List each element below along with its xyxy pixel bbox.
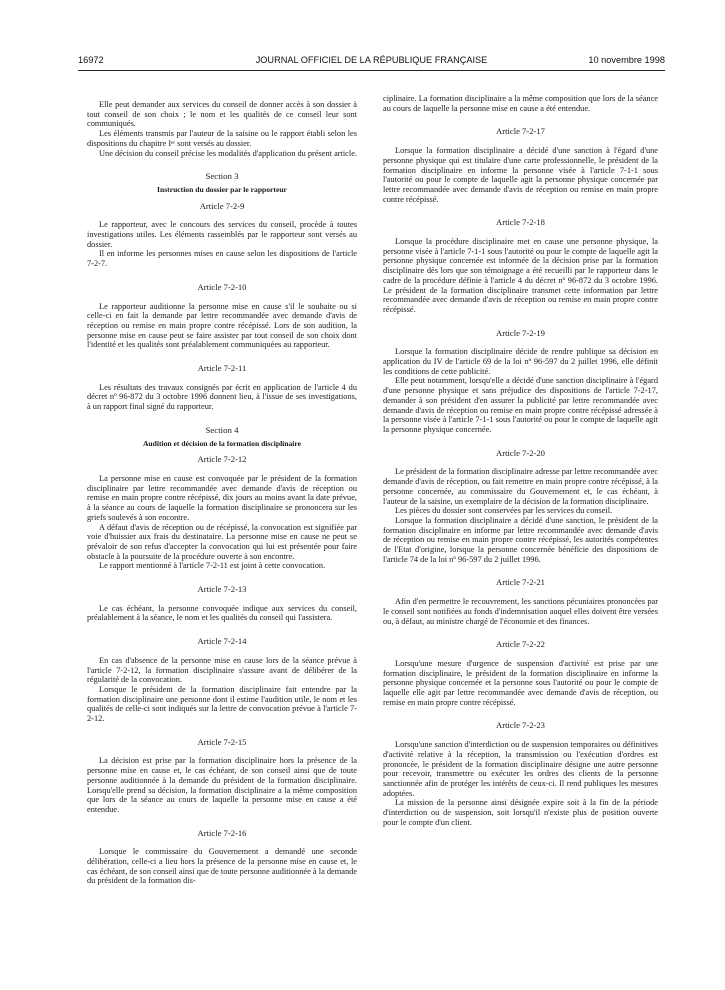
paragraph: Les éléments transmis par l'auteur de la saisine ou le rapport établi selon les dispositions du chapitre Iᵉʳ sont versés au dossier. <box>87 129 357 148</box>
paragraph: Le cas échéant, la personne convoquée indique aux services du conseil, préalablement à la séance, le nom et les qualités du conseil qui l'assistera. <box>87 603 357 623</box>
paragraph: Afin d'en permettre le recouvrement, les sanctions pécuniaires prononcées par le conseil sont notifiées au fonds d'indemnisation auquel elles doivent être versées ou, à défaut, au ministre chargé de l'économie et des finances. <box>383 597 658 626</box>
paragraph: ciplinaire. La formation disciplinaire a la même composition que lors de la séance au cours de laquelle la personne mise en cause a été entendue. <box>383 94 658 113</box>
paragraph: Le rapport mentionné à l'article 7-2-11 est joint à cette convocation. <box>99 561 326 571</box>
paragraph: Lorsqu'une mesure d'urgence de suspension d'activité est prise par une formation disciplinaire, le président de la formation disciplinaire en informe la personne physique concernée et la personne sous l'autorité ou pour le compte de laquelle elle agit par lettre recommandée avec demande d'avis de réception, ou remise en main propre contre récépissé. <box>383 658 658 707</box>
article-heading: Article 7-2-23 <box>496 720 545 731</box>
paragraph: La mission de la personne ainsi désignée expire soit à la fin de la période d'interdiction ou de suspension, soit lorsqu'il n'existe plus de position ouverte pour le compte d'un client. <box>383 798 658 827</box>
article-heading: Article 7-2-10 <box>197 281 247 292</box>
paragraph: Elle peut notamment, lorsqu'elle a décidé d'une sanction disciplinaire à l'égard d'une personne physique et sans préjudice des dispositions de l'article 7-2-17, demander à son président d'en assurer la publicité par lettre recommandée avec demande d'avis de réception ou remise en main propre contre récépissé adressée à la personne visée à l'article 7-1-1 sous l'autorité ou pour le compte de laquelle agit la personne physique concernée. <box>383 376 658 434</box>
paragraph: Les résultats des travaux consignés par écrit en application de l'article 4 du décret nº 96-872 du 3 octobre 1996 donnent lieu, à l'issue de ses investigations, à un rapport final signé du rapporteur. <box>87 382 357 412</box>
article-heading: Article 7-2-15 <box>197 736 247 747</box>
paragraph: Lorsque le commissaire du Gouvernement a demandé une seconde délibération, celle-ci a lieu hors la présence de la personne mise en cause et, le cas échéant, de son conseil ainsi que de toute personne auditionnée à la demande du président de la formation dis- <box>87 847 357 886</box>
article-heading: Article 7-2-12 <box>197 454 247 465</box>
paragraph: Lorsqu'une sanction d'interdiction ou de suspension temporaires ou définitives d'activité relative à la réception, la transmission ou l'exécution d'ordres est prononcée, le président de la formation disciplinaire désigne une autre personne pour recevoir, transmettre ou exécuter les ordres des clients de la personne sanctionnée afin de protéger les intérêts de ceux-ci. Il rend publiques les mesures adoptées. <box>383 740 658 798</box>
page-number: 16972 <box>78 55 104 65</box>
paragraph: Une décision du conseil précise les modalités d'application du présent article. <box>99 148 357 158</box>
paragraph: En cas d'absence de la personne mise en cause lors de la séance prévue à l'article 7-2-12, la formation disciplinaire s'assure avant de délibérer de la régularité de la convocation. <box>87 655 357 685</box>
article-heading: Article 7-2-16 <box>197 827 247 838</box>
header-rule <box>78 70 665 71</box>
paragraph: La personne mise en cause est convoquée par le président de la formation disciplinaire par lettre recommandée avec demande d'avis de réception ou remise en main propre contre récépissé, dix jours au moins avant la date prévue, à la séance au cours de laquelle la formation disciplinaire se prononcera sur les griefs soulevés à son encontre. <box>87 473 357 522</box>
paragraph: Le rapporteur auditionne la personne mise en cause s'il le souhaite ou si celle-ci en fait la demande par lettre recommandée avec demande d'avis de réception ou remise en main propre contre récépissé. Lors de son audition, la personne mise en cause peut se faire assister par tout conseil de son choix dont l'identité et les qualités sont préalablement communiquées au rapporteur. <box>87 301 357 350</box>
paragraph: La décision est prise par la formation disciplinaire hors la présence de la personne mise en cause et, le cas échéant, de son conseil ainsi que de toute personne auditionnée à la demande du président de la formation disciplinaire. Lorsqu'elle prend sa décision, la formation disciplinaire a la même composition que lors de la séance au cours de laquelle la personne mise en cause a été entendue. <box>87 756 357 814</box>
article-heading: Article 7-2-11 <box>197 363 247 374</box>
article-heading: Article 7-2-22 <box>496 639 545 650</box>
paragraph: Lorsque la procédure disciplinaire met en cause une personne physique, la personne visée à l'article 7-1-1 sous l'autorité ou pour le compte de laquelle agit la personne physique concernée est informée de la décision prise par la formation disciplinaire dès lors que son témoignage a été recueilli par le rapporteur dans le cadre de la procédure définie à l'article 4 du décret nº 96-872 du 3 octobre 1996. Le président de la formation disciplinaire transmet cette information par lettre recommandée avec demande d'avis de réception ou remise en main propre contre récépissé. <box>383 237 658 314</box>
journal-title: JOURNAL OFFICIEL DE LA RÉPUBLIQUE FRANÇAISE <box>255 55 488 65</box>
article-heading: Article 7-2-21 <box>496 577 545 588</box>
paragraph: Lorsque la formation disciplinaire a décidé d'une sanction, le président de la formation disciplinaire en informe par lettre recommandée avec demande d'avis de réception ou remise en main propre contre récépissé, les autorités compétentes de l'Etat d'origine, lorsque la personne concernée bénéficie des dispositions de l'article 74 de la loi nº 96-597 du 2 juillet 1996. <box>383 515 658 564</box>
publication-date: 10 novembre 1998 <box>588 55 665 65</box>
article-heading: Article 7-2-13 <box>197 584 247 595</box>
right-column <box>383 94 658 827</box>
paragraph: Les pièces du dossier sont conservées par les services du conseil. <box>395 506 613 516</box>
article-heading: Article 7-2-17 <box>496 126 545 137</box>
paragraph: A défaut d'avis de réception ou de récépissé, la convocation est signifiée par voie d'huissier aux frais du destinataire. La personne mise en cause ne peut se prévaloir de son refus d'accepter la convocation qui lui est présentée pour faire obstacle à la poursuite de la procédure ouverte à son encontre. <box>87 522 357 561</box>
article-heading: Article 7-2-19 <box>496 327 545 338</box>
article-heading: Article 7-2-14 <box>197 636 247 647</box>
paragraph: Elle peut demander aux services du conseil de donner accès à son dossier à tout conseil de son choix ; le nom et les qualités de ce conseil leur sont communiqués. <box>87 100 357 129</box>
section-heading: Section 4 <box>205 424 239 435</box>
article-heading: Article 7-2-18 <box>496 217 545 228</box>
article-heading: Article 7-2-20 <box>496 447 545 458</box>
page-header <box>78 55 665 69</box>
section-heading: Section 3 <box>205 171 239 182</box>
paragraph: Lorsque la formation disciplinaire a décidé d'une sanction à l'égard d'une personne physique qui est titulaire d'une carte professionnelle, le président de la formation disciplinaire en informe la personne visée à l'article 7-1-1 sous l'autorité ou pour le compte de laquelle agit la personne physique concernée par lettre recommandée avec demande d'avis de réception ou remise en main propre contre récépissé. <box>383 146 658 204</box>
section-title: Audition et décision de la formation disciplinaire <box>142 438 302 448</box>
paragraph: Il en informe les personnes mises en cause selon les dispositions de l'article 7-2-7. <box>87 249 357 269</box>
section-title: Instruction du dossier par le rapporteur <box>157 184 287 194</box>
paragraph: Le président de la formation disciplinaire adresse par lettre recommandée avec demande d'avis de réception, ou fait remettre en main propre contre récépissé, à la personne concernée, au commissaire du Gouvernement et, le cas échéant, à l'auteur de la saisine, un exemplaire de la décision de la formation disciplinaire. <box>383 467 658 506</box>
left-column <box>87 100 357 886</box>
article-heading: Article 7-2-9 <box>199 200 245 211</box>
paragraph: Lorsque la formation disciplinaire décide de rendre publique sa décision en application du IV de l'article 69 de la loi nº 96-597 du 2 juillet 1996, elle définit les conditions de cette publicité. <box>383 347 658 376</box>
paragraph: Le rapporteur, avec le concours des services du conseil, procède à toutes investigations utiles. Les éléments rassemblés par le rapporteur sont versés au dossier. <box>87 220 357 249</box>
paragraph: Lorsque le président de la formation disciplinaire fait entendre par la formation disciplinaire une personne dont il estime l'audition utile, le nom et les qualités de celle-ci sont indiqués sur la lettre de convocation prévue à l'article 7-2-12. <box>87 684 357 724</box>
